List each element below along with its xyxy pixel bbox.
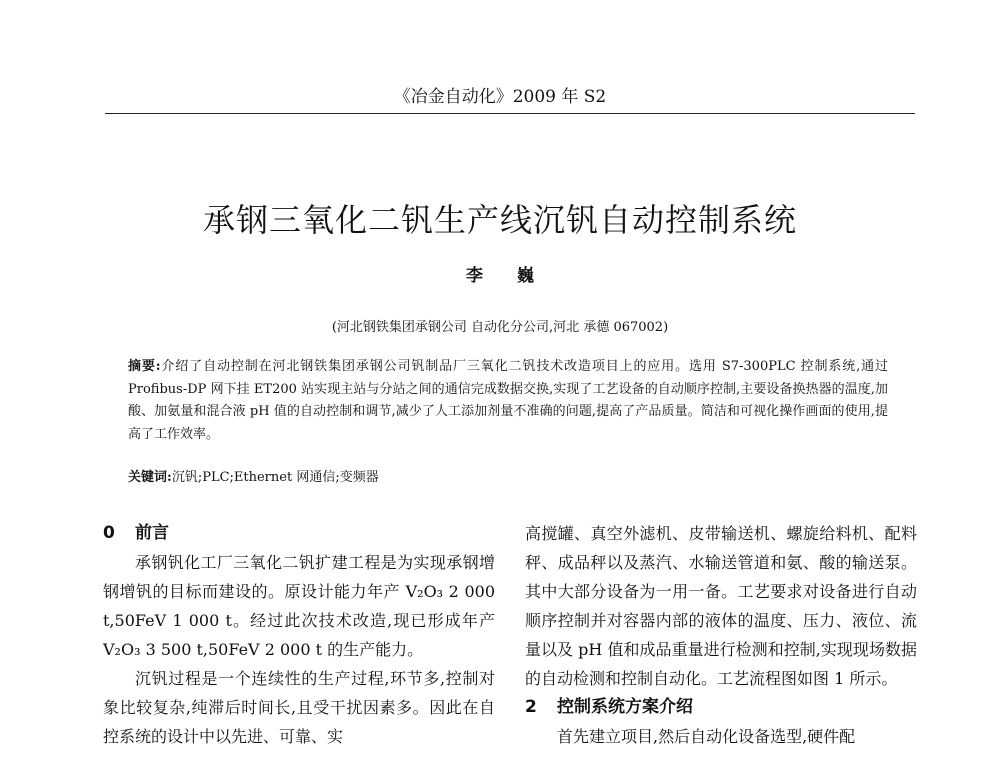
section-number: 2 xyxy=(525,697,537,717)
abstract xyxy=(128,356,888,446)
left-column xyxy=(103,519,495,751)
paragraph: 首先建立项目,然后自动化设备选型,硬件配 xyxy=(557,727,856,746)
header-rule xyxy=(105,113,915,114)
paper-title: 承钢三氧化二钒生产线沉钒自动控制系统 xyxy=(202,201,797,239)
abstract-label: 摘要: xyxy=(128,359,161,374)
section-heading-0 xyxy=(103,519,495,548)
right-column xyxy=(525,519,917,751)
author: 李 巍 xyxy=(466,266,548,286)
section-title: 控制系统方案介绍 xyxy=(557,697,693,717)
paragraph: 高搅罐、真空外滤机、皮带输送机、螺旋给料机、配料秤、成品秤以及蒸汽、水输送管道和氨、酸的输送泵。其中大部分设备为一用一备。工艺要求对设备进行自动顺序控制并对容器内部的液体的温度、压力、液位、流量以及 pH 值和成品重量进行检测和控制,实现现场数据的自动检测和控制自动化。工艺流程图如图 1 所示。 xyxy=(525,524,917,688)
keywords xyxy=(128,468,888,488)
section-number: 0 xyxy=(103,523,115,543)
abstract-text: 介绍了自动控制在河北钢铁集团承钢公司钒制品厂三氧化二钒技术改造项目上的应用。选用 S7-300PLC 控制系统,通过 Profibus-DP 网下挂 ET200 站实现主站与分站之间的通信完成数据交换,实现了工艺设备的自动顺序控制,主要设备换热器的温度,加酸、加氨量和混合液 pH 值的自动控制和调节,减少了人工添加剂量不准确的问题,提高了产品质量。简洁和可视化操作画面的使用,提高了工作效率。 xyxy=(128,359,888,442)
journal-header: 《冶金自动化》2009 年 S2 xyxy=(393,87,607,107)
section-heading-2 xyxy=(525,693,917,722)
paragraph: 沉钒过程是一个连续性的生产过程,环节多,控制对象比较复杂,纯滞后时间长,且受干扰因素多。因此在自控系统的设计中以先进、可靠、实 xyxy=(103,669,495,746)
paragraph: 承钢钒化工厂三氧化二钒扩建工程是为实现承钢增钢增钒的目标而建设的。原设计能力年产 V₂O₃ 2 000 t,50FeV 1 000 t。经过此次技术改造,现已形成年产 V₂O₃ 3 500 t,50FeV 2 000 t 的生产能力。 xyxy=(103,553,495,659)
keywords-label: 关键词: xyxy=(128,470,172,485)
keywords-text: 沉钒;PLC;Ethernet 网通信;变频器 xyxy=(171,470,379,485)
affiliation: (河北钢铁集团承钢公司 自动化分公司,河北 承德 067002) xyxy=(331,320,669,335)
section-title: 前言 xyxy=(135,523,169,543)
